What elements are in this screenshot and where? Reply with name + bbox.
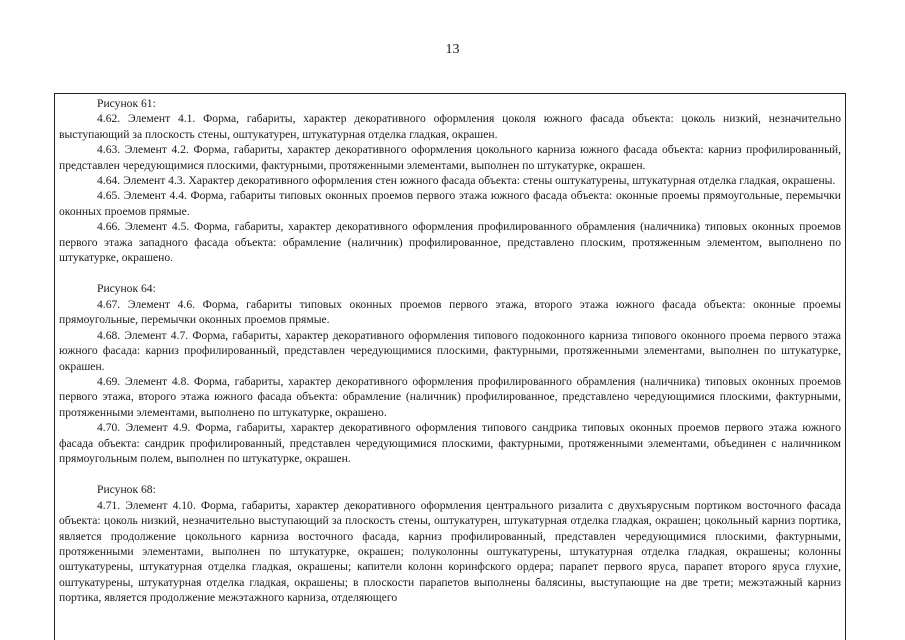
- section-title: Рисунок 68:: [97, 483, 156, 497]
- paragraph-4-65: 4.65. Элемент 4.4. Форма, габариты типовых оконных проемов первого этажа южного фасада объекта: оконные проемы прямоугольные, перемычки оконных проемов прямые.: [59, 189, 841, 218]
- paragraph-4-63: 4.63. Элемент 4.2. Форма, габариты, характер декоративного оформления цокольного карниза южного фасада объекта: карниз профилированный, представлен чередующимися плоскими, фактурными, протяженными элементами, выполнен по штукатурке, окрашен.: [59, 143, 841, 172]
- paragraph-4-70: 4.70. Элемент 4.9. Форма, габариты, характер декоративного оформления типового сандрика типовых оконных проемов первого этажа южного фасада объекта: сандрик профилированный, представлен чередующимися плоскими, фактурными, протяженными элементами, объединен с наличником прямоугольным полем, выполнен по штукатурке, окрашен.: [59, 421, 841, 465]
- section-spacer: [59, 466, 841, 482]
- paragraph-4-66: 4.66. Элемент 4.5. Форма, габариты, характер декоративного оформления профилированного обрамления (наличника) типовых оконных проемов первого этажа западного фасада объекта: обрамление (наличник) профилированное, представлено плоским, протяженным элементом, выполнено по штукатурке, окрашено.: [59, 220, 841, 265]
- section-title: Рисунок 61:: [97, 97, 156, 110]
- document-text-frame: [54, 93, 846, 640]
- paragraph-4-62: 4.62. Элемент 4.1. Форма, габариты, характер декоративного оформления цоколя южного фасада объекта: цоколь низкий, незначительно выступающий за плоскость стены, оштукатурен, штукатурная отделка гладкая, окрашен.: [59, 112, 841, 141]
- section-title: Рисунок 64:: [97, 282, 156, 296]
- paragraph-4-67: 4.67. Элемент 4.6. Форма, габариты типовых оконных проемов первого этажа, второго этажа южного фасада объекта: оконные проемы прямоугольные, перемычки оконных проемов прямые.: [59, 297, 841, 327]
- paragraph-4-71: 4.71. Элемент 4.10. Форма, габариты, характер декоративного оформления центрального ризалита с двухъярусным портиком восточного фасада объекта: цоколь низкий, незначительно выступающий за плоскость стены, оштукатурен, штукатурная отделка гладкая, окрашен; цокольный карниз портика, является продолжение цокольного карниза восточного фасада, карниз профилированный, представлен чередующимися плоскими, фактурными, протяженными элементами, выполнен по штукатурке, окрашен; полуколонны оштукатурены, штукатурная отделка гладкая, окрашены; колонны оштукатурены, штукатурная отделка гладкая, окрашены; капители колонн коринфского ордера; парапет первого яруса, парапет второго яруса глухие, оштукатурены, штукатурная отделка гладкая, окрашены; в плоскости парапетов выполнены балясины, выступающие на две трети; межэтажный карниз портика, является продолжение межэтажного карниза, отделяющего: [59, 498, 841, 605]
- section-figure-68: [59, 482, 841, 605]
- section-figure-61: [59, 96, 841, 265]
- section-spacer: [59, 265, 841, 281]
- paragraph-4-64: 4.64. Элемент 4.3. Характер декоративного оформления стен южного фасада объекта: стены оштукатурены, штукатурная отделка гладкая, окрашены.: [97, 174, 836, 188]
- page-number: 13: [445, 42, 460, 57]
- paragraph-4-68: 4.68. Элемент 4.7. Форма, габариты, характер декоративного оформления типового подоконного карниза типового оконного проема первого этажа южного фасада: карниз профилированный, представлен чередующимися плоскими, фактурными, протяженными элементами, выполнен по штукатурке, окрашен.: [59, 328, 841, 373]
- section-figure-64: [59, 281, 841, 466]
- paragraph-4-69: 4.69. Элемент 4.8. Форма, габариты, характер декоративного оформления профилированного обрамления (наличника) типовых оконных проемов первого этажа, второго этажа южного фасада объекта: обрамление (наличник) профилированное, представлено чередующимися плоскими, фактурными, протяженными элементами, выполнено по штукатурке, окрашено.: [59, 374, 841, 419]
